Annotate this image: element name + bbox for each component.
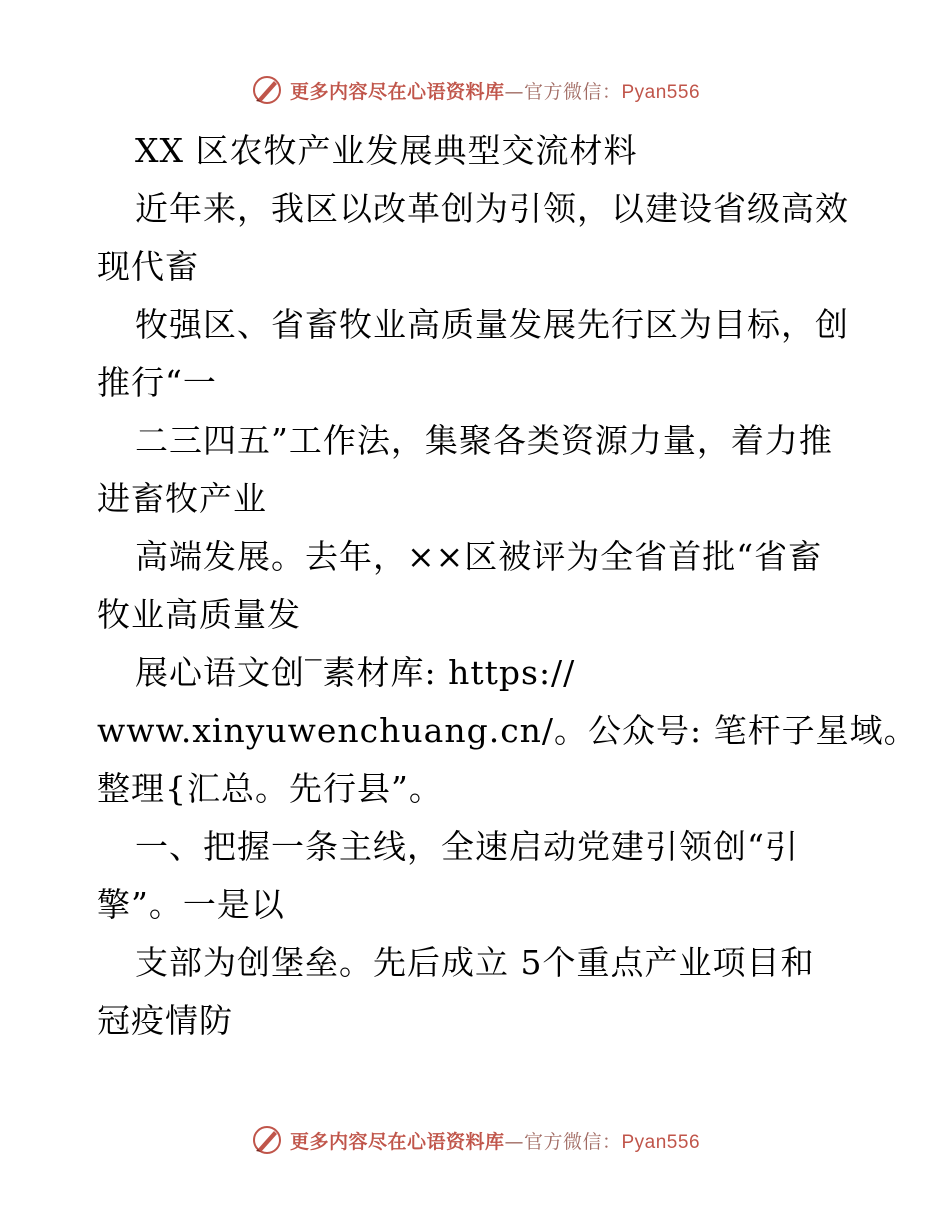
document-body [97, 122, 918, 1050]
paragraph-line: 高端发展。去年，××区被评为全省首批“省畜 [135, 537, 823, 576]
paragraph-line: 推行“一 [97, 363, 217, 402]
paragraph-line: 现代畜 [97, 247, 199, 286]
watermark-official-label: 官方微信： [523, 1130, 622, 1153]
paragraph-line: 整理{汇总。先行县”。 [97, 769, 443, 808]
paragraph-line: 近年来，我区以改革创为引领，以建设省级高效 [135, 189, 849, 228]
watermark-official-label: 官方微信： [523, 80, 622, 103]
paragraph-line: 展心语文创‾素材库: https:// [135, 653, 576, 692]
watermark-separator: — [504, 80, 524, 103]
watermark-wechat-id: Pyan556 [621, 81, 701, 103]
paragraph-line: 擎”。一是以 [97, 885, 285, 924]
pen-quill-logo-icon [250, 1123, 284, 1157]
paragraph-line: 牧业高质量发 [97, 595, 301, 634]
watermark-text [290, 77, 700, 104]
paragraph-line-url: www.xinyuwenchuang.cn/。公众号: 笔杆子星域。 [97, 711, 918, 750]
pen-quill-logo-icon [250, 73, 284, 107]
section-heading-line: 一、把握一条主线，全速启动党建引领创“引 [135, 827, 799, 866]
header-watermark-banner [0, 70, 950, 110]
watermark-site-name: 更多内容尽在心语资料库 [289, 80, 505, 103]
watermark-site-name: 更多内容尽在心语资料库 [289, 1130, 505, 1153]
watermark-wechat-id: Pyan556 [621, 1131, 701, 1153]
paragraph-line: 二三四五”工作法，集聚各类资源力量，着力推 [135, 421, 833, 460]
watermark-separator: — [504, 1130, 524, 1153]
paragraph-line: 支部为创堡垒。先后成立 5个重点产业项目和 [135, 943, 815, 982]
paragraph-line: 进畜牧产业 [97, 479, 267, 518]
paragraph-line: 冠疫情防 [97, 1001, 233, 1040]
paragraph-line: 牧强区、省畜牧业高质量发展先行区为目标，创 [135, 305, 849, 344]
footer-watermark-banner [0, 1120, 950, 1160]
watermark-text [290, 1127, 700, 1154]
document-title: XX 区农牧产业发展典型交流材料 [135, 131, 638, 170]
